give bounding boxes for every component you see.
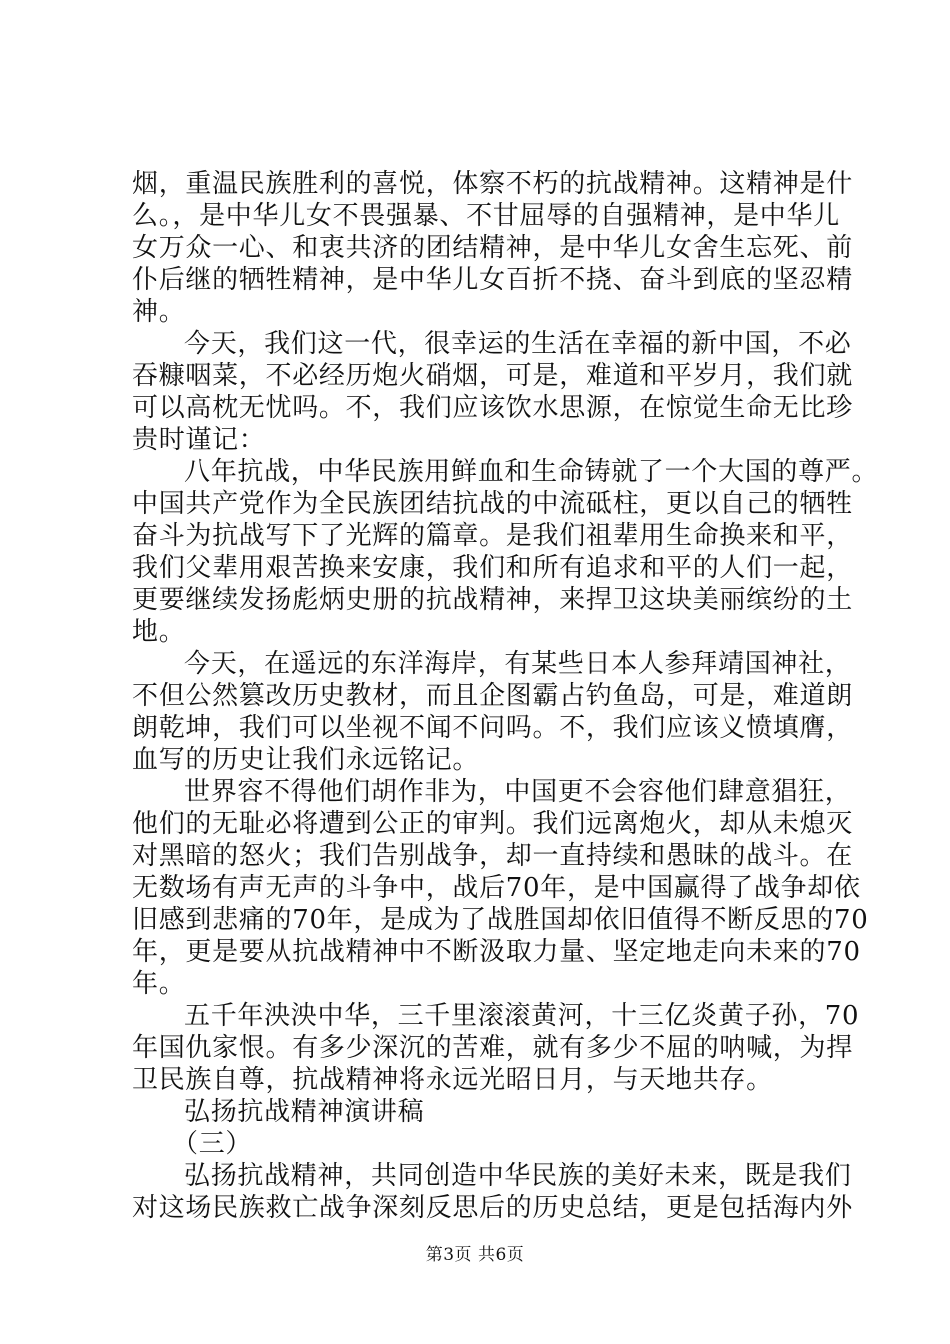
paragraph-start-line: 世界容不得他们胡作非为，中国更不会容他们肆意猖狂，: [184, 777, 852, 807]
text-line: 年，更是要从抗战精神中不断汲取力量、坚定地走向未来的70: [132, 937, 861, 967]
paragraph-start-line: 五千年泱泱中华，三千里滚滚黄河，十三亿炎黄子孙，70: [184, 1001, 860, 1031]
text-line: 我们父辈用艰苦换来安康，我们和所有追求和平的人们一起，: [132, 553, 853, 583]
text-line: 奋斗为抗战写下了光辉的篇章。是我们祖辈用生命换来和平，: [132, 521, 853, 551]
document-body: [132, 168, 879, 1224]
text-line: 神。: [132, 297, 186, 327]
text-line: 年国仇家恨。有多少深沉的苦难，就有多少不屈的呐喊，为捍: [132, 1033, 853, 1063]
text-line: 女万众一心、和衷共济的团结精神，是中华儿女舍生忘死、前: [132, 233, 853, 263]
text-line: 朗乾坤，我们可以坐视不闻不问吗。不，我们应该义愤填膺，: [132, 713, 853, 743]
paragraph-start-line: 今天，我们这一代，很幸运的生活在幸福的新中国，不必: [184, 329, 852, 359]
text-line: 烟，重温民族胜利的喜悦，体察不朽的抗战精神。这精神是什: [132, 169, 853, 199]
text-line: 旧感到悲痛的70年，是成为了战胜国却依旧值得不断反思的70: [132, 905, 869, 935]
text-line: 无数场有声无声的斗争中，战后70年，是中国赢得了战争却依: [132, 873, 861, 903]
text-line: 中国共产党作为全民族团结抗战的中流砥柱，更以自己的牺牲: [132, 489, 853, 519]
text-line: 对黑暗的怒火；我们告别战争，却一直持续和愚昧的战斗。在: [132, 841, 853, 871]
text-line: 他们的无耻必将遭到公正的审判。我们远离炮火，却从未熄灭: [132, 809, 853, 839]
text-line: 么。，是中华儿女不畏强暴、不甘屈辱的自强精神，是中华儿: [132, 201, 840, 231]
text-line: 贵时谨记：: [132, 425, 266, 455]
section-number: （三）: [172, 1129, 253, 1159]
text-line: 血写的历史让我们永远铭记。: [132, 745, 480, 775]
section-title: 弘扬抗战精神演讲稿: [184, 1097, 425, 1127]
text-line: 地。: [132, 617, 186, 647]
page-number-label: 第3页 共6页: [425, 1245, 525, 1265]
page-footer: [0, 1244, 950, 1266]
text-line: 仆后继的牺牲精神，是中华儿女百折不挠、奋斗到底的坚忍精: [132, 265, 853, 295]
text-line: 吞糠咽菜，不必经历炮火硝烟，可是，难道和平岁月，我们就: [132, 361, 853, 391]
paragraph-start-line: 八年抗战，中华民族用鲜血和生命铸就了一个大国的尊严。: [184, 457, 879, 487]
text-line: 年。: [132, 969, 186, 999]
text-line: 卫民族自尊，抗战精神将永远光昭日月，与天地共存。: [132, 1065, 773, 1095]
text-line: 可以高枕无忧吗。不，我们应该饮水思源，在惊觉生命无比珍: [132, 393, 853, 423]
text-line: 不但公然篡改历史教材，而且企图霸占钓鱼岛，可是，难道朗: [132, 681, 853, 711]
text-line: 更要继续发扬彪炳史册的抗战精神，来捍卫这块美丽缤纷的土: [132, 585, 853, 615]
text-line: 对这场民族救亡战争深刻反思后的历史总结，更是包括海内外: [132, 1193, 853, 1223]
paragraph-start-line: 今天，在遥远的东洋海岸，有某些日本人参拜靖国神社，: [184, 649, 852, 679]
paragraph-start-line: 弘扬抗战精神，共同创造中华民族的美好未来，既是我们: [184, 1161, 852, 1191]
